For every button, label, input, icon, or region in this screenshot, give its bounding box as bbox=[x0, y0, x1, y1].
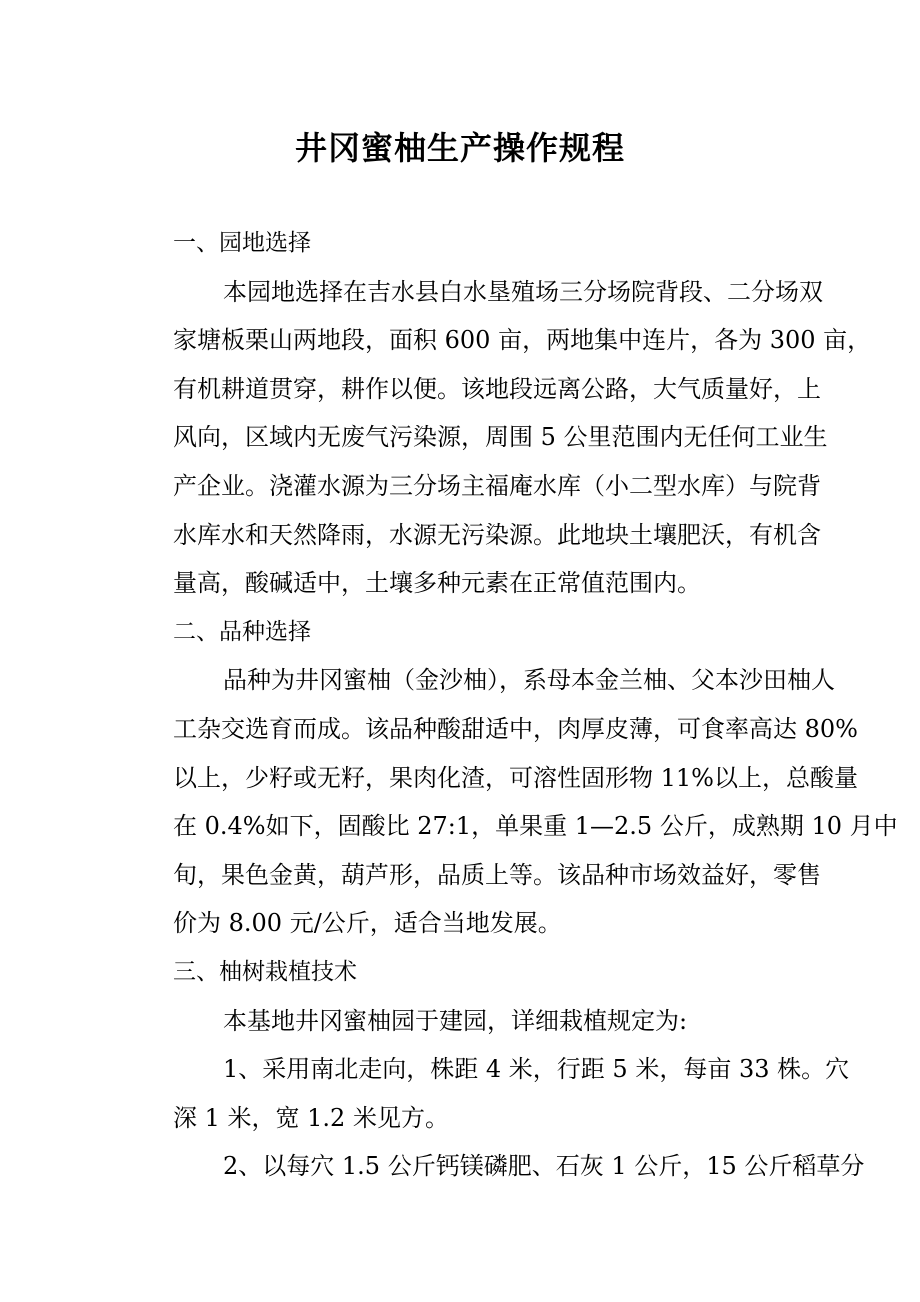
document-title: 井冈蜜柚生产操作规程 bbox=[294, 129, 625, 167]
text-line: 量高，酸碱适中，土壤多种元素在正常值范围内。 bbox=[173, 569, 701, 598]
text-line: 品种为井冈蜜柚（金沙柚），系母本金兰柚、父本沙田柚人 bbox=[223, 666, 835, 695]
text-line: 旬，果色金黄，葫芦形，品质上等。该品种市场效益好，零售 bbox=[173, 860, 821, 889]
text-line: 有机耕道贯穿，耕作以便。该地段远离公路，大气质量好，上 bbox=[173, 374, 821, 403]
text-line: 工杂交选育而成。该品种酸甜适中，肉厚皮薄，可食率高达 80% bbox=[173, 714, 858, 743]
section-heading-site-selection: 一、园地选择 bbox=[173, 230, 311, 256]
text-line: 价为 8.00 元/公斤，适合当地发展。 bbox=[173, 909, 562, 938]
text-line: 深 1 米，宽 1.2 米见方。 bbox=[173, 1103, 449, 1132]
text-line: 水库水和天然降雨，水源无污染源。此地块土壤肥沃，有机含 bbox=[173, 520, 821, 549]
paragraph-variety-selection bbox=[123, 656, 898, 948]
paragraph-planting-item-1 bbox=[123, 1045, 850, 1142]
text-line: 在 0.4%如下，固酸比 27:1，单果重 1—2.5 公斤，成熟期 10 月中 bbox=[173, 812, 898, 841]
text-line: 家塘板栗山两地段，面积 600 亩，两地集中连片，各为 300 亩， bbox=[173, 326, 872, 355]
text-line: 风向，区域内无废气污染源，周围 5 公里范围内无任何工业生 bbox=[173, 423, 828, 452]
section-heading-variety-selection: 二、品种选择 bbox=[173, 618, 311, 645]
text-line: 1、采用南北走向，株距 4 米，行距 5 米，每亩 33 株。穴 bbox=[223, 1055, 850, 1084]
text-line: 产企业。浇灌水源为三分场主福庵水库（小二型水库）与院背 bbox=[173, 471, 821, 500]
paragraph-site-selection bbox=[123, 268, 872, 608]
text-line: 本园地选择在吉水县白水垦殖场三分场院背段、二分场双 bbox=[223, 277, 823, 306]
document-body bbox=[123, 219, 898, 1191]
text-line: 以上，少籽或无籽，果肉化渣，可溶性固形物 11%以上，总酸量 bbox=[173, 763, 858, 792]
paragraph-planting-intro bbox=[123, 997, 803, 1046]
text-line: 2、以每穴 1.5 公斤钙镁磷肥、石灰 1 公斤，15 公斤稻草分 bbox=[223, 1152, 865, 1181]
text-line: 本基地井冈蜜柚园于建园，详细栽植规定为: bbox=[223, 1006, 688, 1035]
paragraph-planting-item-2 bbox=[123, 1142, 865, 1191]
section-heading-planting-technique: 三、柚树栽植技术 bbox=[173, 958, 357, 985]
